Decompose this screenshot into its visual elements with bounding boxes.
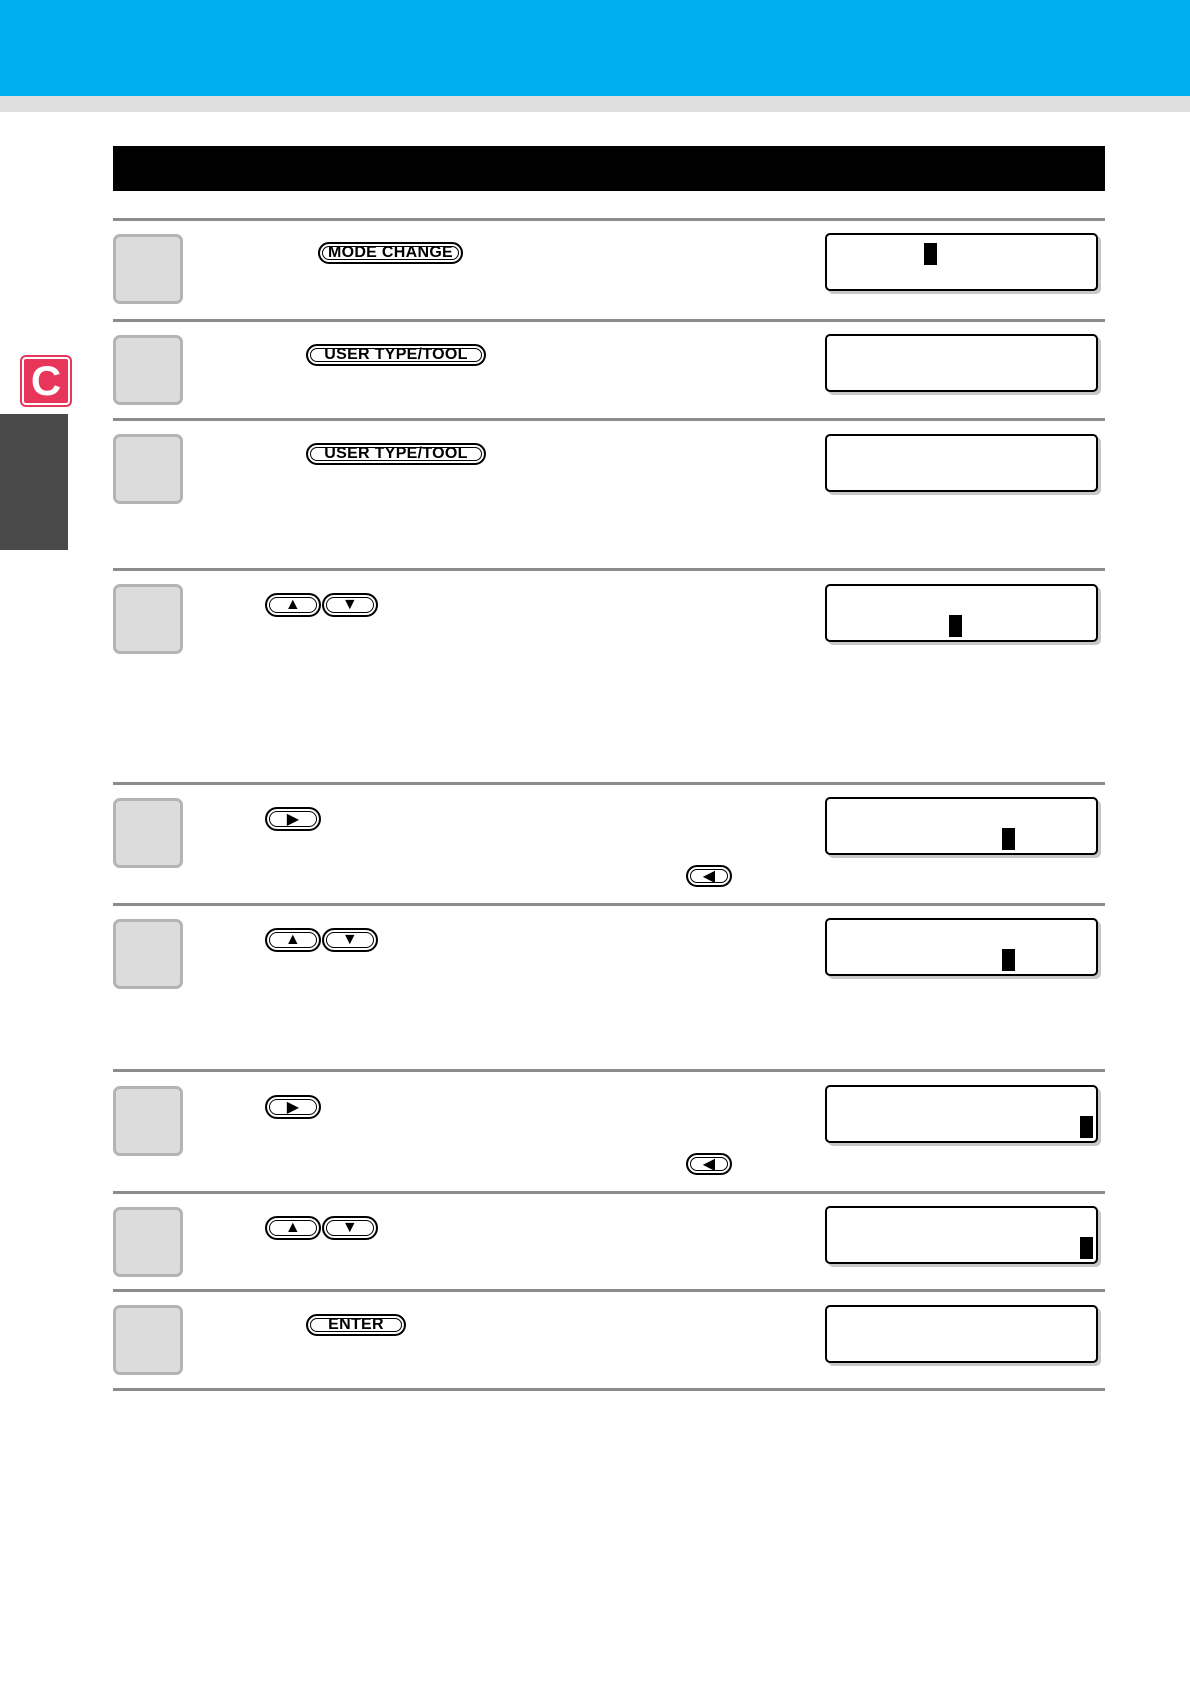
step-divider bbox=[113, 782, 1105, 785]
left-key[interactable] bbox=[686, 865, 732, 887]
up-key[interactable] bbox=[265, 928, 321, 952]
lcd-cursor bbox=[1002, 828, 1015, 850]
step-number-box bbox=[113, 798, 183, 868]
user-type-tool-key-label: USER TYPE/TOOL bbox=[324, 445, 468, 462]
chapter-badge bbox=[22, 357, 70, 405]
mode-change-key[interactable] bbox=[318, 242, 463, 264]
step-divider bbox=[113, 1388, 1105, 1391]
step-divider bbox=[113, 218, 1105, 221]
step-number-box bbox=[113, 434, 183, 504]
lcd-display bbox=[825, 434, 1098, 492]
lcd-cursor bbox=[924, 243, 937, 265]
up-arrow-icon: ▲ bbox=[284, 596, 302, 613]
lcd-display bbox=[825, 1206, 1098, 1264]
step-number-box bbox=[113, 1305, 183, 1375]
lcd-cursor bbox=[1080, 1237, 1093, 1259]
step-number-box bbox=[113, 1086, 183, 1156]
lcd-cursor bbox=[949, 615, 962, 637]
step-divider bbox=[113, 1069, 1105, 1072]
step-number-box bbox=[113, 919, 183, 989]
step-number-box bbox=[113, 234, 183, 304]
step-divider bbox=[113, 1289, 1105, 1292]
left-arrow-icon: ◀ bbox=[702, 868, 716, 885]
lcd-cursor bbox=[1080, 1116, 1093, 1138]
step-number-box bbox=[113, 335, 183, 405]
left-arrow-icon: ◀ bbox=[702, 1156, 716, 1173]
lcd-display bbox=[825, 1305, 1098, 1363]
right-arrow-icon: ▶ bbox=[286, 1099, 300, 1116]
down-arrow-icon: ▼ bbox=[341, 596, 359, 613]
left-key[interactable] bbox=[686, 1153, 732, 1175]
step-divider bbox=[113, 418, 1105, 421]
header-band bbox=[0, 0, 1190, 96]
step-number-box bbox=[113, 584, 183, 654]
mode-change-key-label: MODE CHANGE bbox=[327, 244, 454, 261]
step-number-box bbox=[113, 1207, 183, 1277]
lcd-display bbox=[825, 1085, 1098, 1143]
header-shadow bbox=[0, 96, 1190, 112]
enter-key-label: ENTER bbox=[328, 1316, 384, 1333]
section-title-bar bbox=[113, 146, 1105, 191]
user-type-tool-key-label: USER TYPE/TOOL bbox=[324, 346, 468, 363]
down-key[interactable] bbox=[322, 928, 378, 952]
user-type-tool-key[interactable] bbox=[306, 344, 486, 366]
step-divider bbox=[113, 568, 1105, 571]
lcd-display bbox=[825, 584, 1098, 642]
chapter-letter: C bbox=[30, 357, 62, 404]
step-divider bbox=[113, 1191, 1105, 1194]
down-key[interactable] bbox=[322, 1216, 378, 1240]
right-arrow-icon: ▶ bbox=[286, 811, 300, 828]
up-key[interactable] bbox=[265, 593, 321, 617]
lcd-display bbox=[825, 918, 1098, 976]
chapter-side-tab bbox=[0, 414, 68, 550]
down-arrow-icon: ▼ bbox=[341, 931, 359, 948]
down-key[interactable] bbox=[322, 593, 378, 617]
enter-key[interactable] bbox=[306, 1314, 406, 1336]
user-type-tool-key[interactable] bbox=[306, 443, 486, 465]
down-arrow-icon: ▼ bbox=[341, 1219, 359, 1236]
up-key[interactable] bbox=[265, 1216, 321, 1240]
right-key[interactable] bbox=[265, 1095, 321, 1119]
lcd-cursor bbox=[1002, 949, 1015, 971]
lcd-display bbox=[825, 233, 1098, 291]
step-divider bbox=[113, 903, 1105, 906]
lcd-display bbox=[825, 797, 1098, 855]
up-arrow-icon: ▲ bbox=[284, 1219, 302, 1236]
up-arrow-icon: ▲ bbox=[284, 931, 302, 948]
step-divider bbox=[113, 319, 1105, 322]
right-key[interactable] bbox=[265, 807, 321, 831]
lcd-display bbox=[825, 334, 1098, 392]
